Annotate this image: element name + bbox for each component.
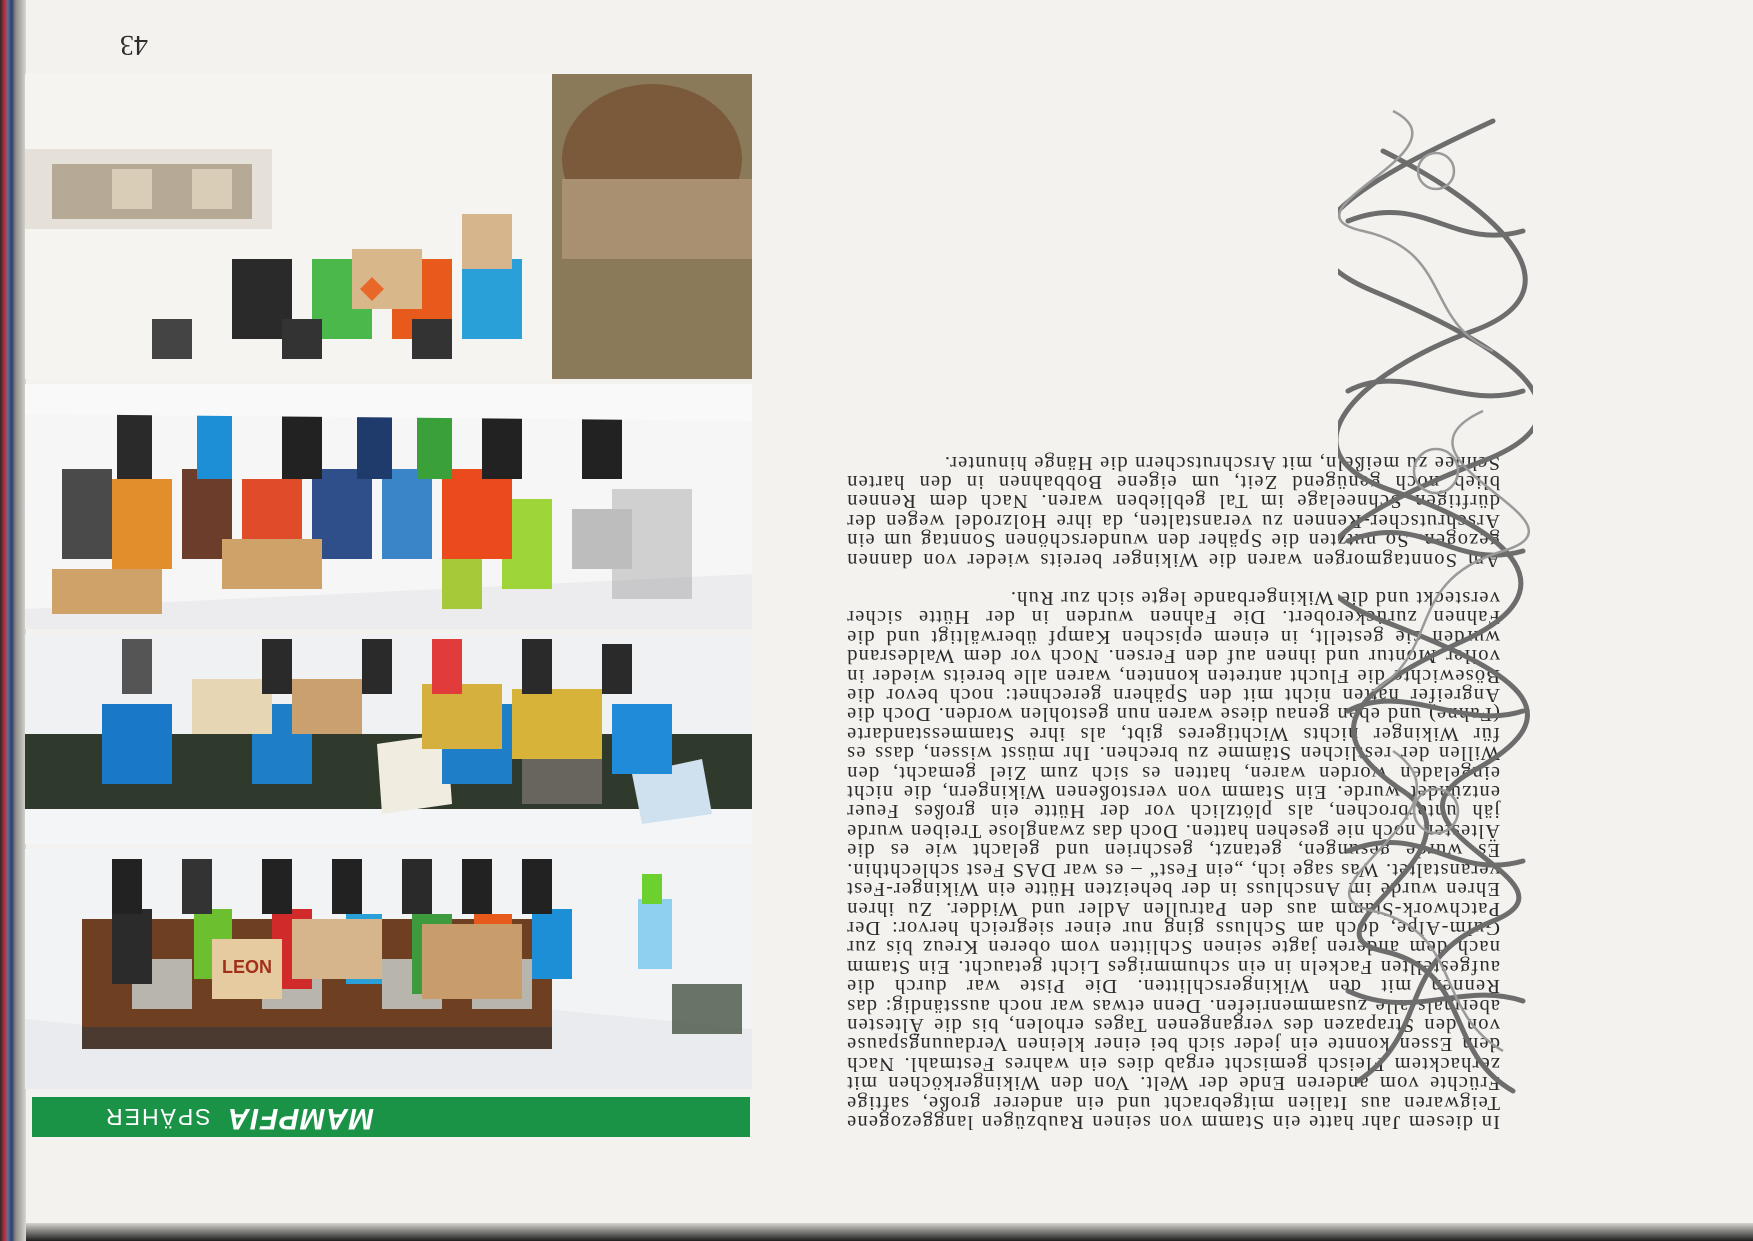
page-edge-shadow [0,1223,1753,1241]
article-paragraph-1: In diesem Jahr hatte ein Stamm von seinen Raubzügen langgezogene Teigwaren aus Italien mitgebracht und ein anderer große, saftige Früchte vom anderen Ende der Welt. Von den Wikingerköchen mit zerhacktem Fleisch gemischt ergab dies ein wahres Festmahl. Nach dem Essen konnte ein jeder sich bei einer kleinen Verdauungspause von den Strapazen des vergangenen Tages erholen, bis die Ältesten abermals alle zusammenriefen. Denn etwas war noch ausständig: das Rennen mit den Wikingerschlitten. Die Piste war durch die aufgestellten Fackeln in ein schummriges Licht getaucht. Ein Stamm nach dem anderen jagte seinen Schlitten vom oberen Kreuz bis zur Gulm-Alpe, doch am Schluss ging nur einer siegreich hervor: Der Patchwork-Stamm aus den Patrullen Adler und Widder. Zu ihren Ehren wurde im Anschluss in der beheizten Hütte ein Wikinger-Fest veranstaltet. Was sage ich, „ein Fest“ – es war DAS Fest schlechthin. Es wurde gesungen, getanzt, geschrien und gelacht wie es die Ältesten noch nie gesehen hatten. Doch das zwanglose Treiben wurde jäh unterbrochen, als plötzlich vor der Hütte ein großes Feuer entzündet wurde. Ein Stamm von verstoßenen Wikingern, die nicht eingeladen worden waren, hatten es sich zum Ziel gemacht, den Willen der restlichen Stämme zu brechen. Ihr müsst wissen, dass es für Wikinger nichts Wichtigeres gibt, als ihre Stammesstandarte (Fahne) und eben genau diese waren nun gestohlen worden. Doch die Angreifer hatten nicht mit den Spähern gerechnet: noch bevor die Bösewichte die Flucht antreten konnten, waren alle bereits wieder in voller Montur und ihnen auf den Fersen. Noch vor dem Waldesrand wurden sie gestellt, in einem epischen Kampf überwältigt und die Fahnen zurückerobert. Die Fahnen wurden in der Hütte sicher versteckt und die Wikingerbande legte sich zur Ruh. [846,587,1500,1133]
section-header-bar [32,1097,750,1137]
section-label: SPÄHER [104,1104,211,1130]
article-paragraph-2: Am Sonntagmorgen waren die Wikinger bereits wieder von dannen gezogen. So nutzten die Späher den wunderschönen Sonntag um ein Arschrutscher-Rennen zu veranstalten, da ihre Holzrodel wegen der dürftigen Schneelage im Tal geblieben waren. Nach dem Rennen blieb noch genügend Zeit, um eigene Bobbahnen in den harten Schnee zu meißeln, mit Arschrutschern die Hänge hinunter. [846,451,1500,571]
binding-edge [0,0,26,1241]
photo-group-flags [25,634,752,844]
celtic-knot-ornament [1338,101,1533,1111]
photo-group-tent [25,74,752,379]
page-number: 43 [120,29,148,60]
photo-group-hut [25,849,752,1089]
section-title: MAMPFIA [227,1102,374,1135]
photo-group-snow [25,384,752,629]
sign-lettering: LEON [221,957,273,977]
